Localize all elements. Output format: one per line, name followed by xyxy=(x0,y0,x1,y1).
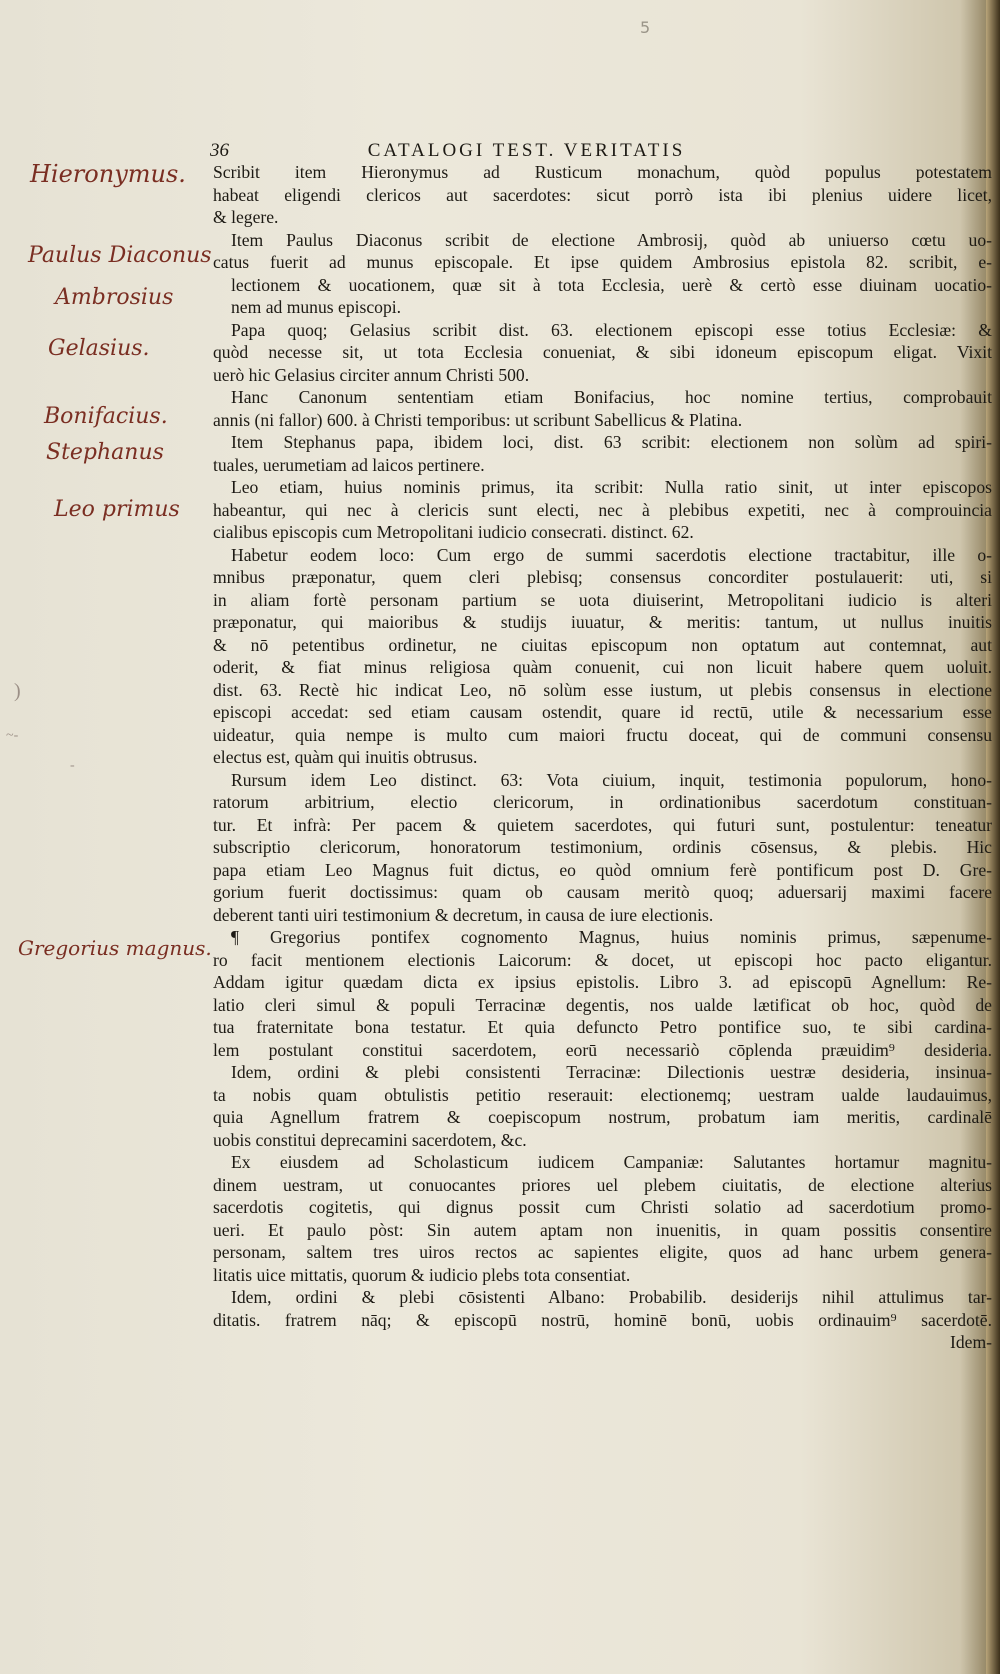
text-line: subscriptio clericorum, honoratorum testimonium, ordinis cōsensus, & plebis. Hic xyxy=(213,837,992,857)
text-line: mnibus præponatur, quem cleri plebisq; consensus concorditer postulauerit: uti, si xyxy=(213,567,992,587)
margin-note-stephanus: Stephanus xyxy=(46,440,164,465)
text-line: Leo etiam, huius nominis primus, ita scribit: Nulla ratio sinit, ut inter episcopos xyxy=(231,477,992,497)
text-line: Ex eiusdem ad Scholasticum iudicem Campaniæ: Salutantes hortamur magnitu- xyxy=(231,1152,992,1172)
margin-note-gregorius-magnus: Gregorius magnus. xyxy=(18,936,212,960)
text-line: ta nobis quam obtulistis petitio reserauit: electionemq; uestram ualde laudauimus, xyxy=(213,1084,992,1105)
ink-stain: - xyxy=(70,758,75,773)
text-line: uerò hic Gelasius circiter annum Christi 500. xyxy=(213,364,530,385)
text-line: Rursum idem Leo distinct. 63: Vota ciuium, inquit, testimonia populorum, hono- xyxy=(231,769,992,790)
text-line: Hanc Canonum sententiam etiam Bonifacius, hoc nomine tertius, comprobauit xyxy=(231,387,992,407)
text-line: Item Paulus Diaconus scribit de electione Ambrosij, quòd ab uniuerso cœtu uo- xyxy=(231,229,992,250)
text-line: Addam igitur quædam dicta ex ipsius epistolis. Libro 3. ad episcopū Agnellum: Re- xyxy=(213,972,992,992)
text-line: habeat eligendi clericos aut sacerdotes: sicut porrò ista ibi plenius uidere licet, xyxy=(213,184,992,205)
text-line: lectionem & uocationem, quæ sit à tota Ecclesia, uerè & certò esse diuinam uocatio- xyxy=(231,274,992,295)
text-line: oderit, & fiat minus religiosa quàm conuenit, cui non licuit habere quem uoluit. xyxy=(213,657,992,677)
text-line: papa etiam Leo Magnus fuit dictus, eo quòd omnium ferè pontificum post D. Gre- xyxy=(213,859,992,880)
text-line: ratorum arbitrium, electio clericorum, in ordinationibus sacerdotum constituan- xyxy=(213,792,992,812)
text-line: Idem, ordini & plebi consistenti Terracinæ: Dilectionis uestræ desideria, insinua- xyxy=(231,1062,992,1082)
text-line: dinem uestram, ut conuocantes priores uel plebem ciuitatis, de electione alterius xyxy=(213,1174,992,1195)
text-line: episcopi accedat: sed etiam causam ostendit, quare id rectū, utile & necessarium esse xyxy=(213,702,992,722)
text-line: dist. 63. Rectè hic indicat Leo, nō solùm esse iustum, ut plebis consensus in electione xyxy=(213,679,992,700)
text-line: Idem, ordini & plebi cōsistenti Albano: Probabilib. desiderijs nihil attulimus tar- xyxy=(231,1287,992,1307)
text-line: quòd necesse sit, ut tota Ecclesia conueniat, & sibi idoneum episcopum eligat. Vixit xyxy=(213,342,992,362)
text-line: ro facit mentionem electionis Laicorum: & docet, ut episcopi hoc pacto eligantur. xyxy=(213,949,992,970)
text-line: catus fuerit ad munus episcopale. Et ipse quidem Ambrosius epistola 82. scribit, e- xyxy=(213,252,992,272)
catchword: Idem- xyxy=(949,1332,992,1352)
folio-number: 36 xyxy=(210,140,229,161)
margin-note-leo-primus: Leo primus xyxy=(54,497,180,522)
text-line: ¶ Gregorius pontifex cognomento Magnus, huius nominis primus, sæpenume- xyxy=(231,927,992,947)
text-line: tua fraternitate bona testatur. Et quia defuncto Petro pontifice suo, te sibi cardina- xyxy=(213,1017,992,1037)
text-line: & legere. xyxy=(213,207,279,227)
text-line: præponatur, qui maioribus & studijs iuuatur, & meritis: tantum, ut nullus inuitis xyxy=(213,612,992,632)
margin-note-hieronymus: Hieronymus. xyxy=(30,160,186,188)
text-line: Papa quoq; Gelasius scribit dist. 63. electionem episcopi esse totius Ecclesiæ: & xyxy=(231,319,992,340)
margin-note-ambrosius: Ambrosius xyxy=(55,285,174,310)
text-line: quia Agnellum fratrem & coepiscopum nostrum, probatum iam meritis, cardinalē xyxy=(213,1107,992,1127)
text-line: uideatur, quia nempe is multo cum maiori fructu doceat, qui de communi consensu xyxy=(213,724,992,745)
text-line: Scribit item Hieronymus ad Rusticum monachum, quòd populus potestatem xyxy=(213,162,992,182)
text-line: annis (ni fallor) 600. à Christi temporibus: ut scribunt Sabellicus & Platina. xyxy=(213,409,743,430)
text-line: cialibus episcopis cum Metropolitani iudicio consecrati. distinct. 62. xyxy=(213,522,694,542)
text-line: Item Stephanus papa, ibidem loci, dist. 63 scribit: electionem non solùm ad spiri- xyxy=(231,432,992,452)
text-line: uobis constitui deprecamini sacerdotem, &c. xyxy=(213,1129,527,1150)
ink-stain: ~- xyxy=(6,728,19,743)
text-line: habeantur, qui nec à clericis sunt electi, nec à plebibus expetiti, nec à comprouincia xyxy=(213,499,992,520)
text-line: Habetur eodem loco: Cum ergo de summi sacerdotis electione tractabitur, ille o- xyxy=(231,544,992,565)
text-line: tur. Et infrà: Per pacem & quietem sacerdotes, qui futuri sunt, postulentur: teneatur xyxy=(213,814,992,835)
text-line: sacerdotis cogitetis, qui dignus possit cum Christi solatio ad sacerdotium promo- xyxy=(213,1197,992,1217)
text-line: lem postulant constitui sacerdotem, eorū necessariò cōplenda præuidim⁹ desideria. xyxy=(213,1039,992,1060)
main-text-block xyxy=(213,161,992,1354)
running-title: CATALOGI TEST. VERITATIS xyxy=(367,140,686,161)
ink-stain: ) xyxy=(14,680,21,702)
text-line: tuales, uerumetiam ad laicos pertinere. xyxy=(213,454,485,475)
text-line: & nō petentibus ordinetur, ne ciuitas episcopum non optatum aut contemnat, aut xyxy=(213,634,992,655)
text-line: personam, saltem tres uiros rectos ac sapientes eligite, quos ad hanc urbem genera- xyxy=(213,1242,992,1262)
text-line: ueri. Et paulo pòst: Sin autem aptam non inuenitis, in quam possitis consentire xyxy=(213,1219,992,1240)
text-line: ditatis. fratrem nāq; & episcopū nostrū, hominē bonū, uobis ordinauim⁹ sacerdotē. xyxy=(213,1309,992,1330)
text-line: nem ad munus episcopi. xyxy=(231,297,402,317)
pencil-mark: 5 xyxy=(640,18,651,37)
text-line: gorium fuerit doctissimus: quam ob causam meritò quoq; aduersarij maximi facere xyxy=(213,882,992,902)
text-line: electus est, quàm qui inuitis obtrusus. xyxy=(213,747,478,767)
text-line: in aliam fortè personam partium se uota diuiserint, Metropolitani iudicio is alteri xyxy=(213,589,992,610)
margin-note-paulus-diaconus: Paulus Diaconus xyxy=(28,243,212,268)
margin-note-bonifacius: Bonifacius. xyxy=(44,404,168,429)
margin-note-gelasius: Gelasius. xyxy=(48,336,150,361)
running-head xyxy=(210,140,810,162)
text-line: latio cleri simul & populi Terracinæ degentis, nos ualde lætificat ob hoc, quòd de xyxy=(213,994,992,1015)
text-line: deberent tanti uiri testimonium & decretum, in causa de iure electionis. xyxy=(213,904,714,925)
text-line: litatis uice mittatis, quorum & iudicio plebs tota consentiat. xyxy=(213,1264,631,1285)
